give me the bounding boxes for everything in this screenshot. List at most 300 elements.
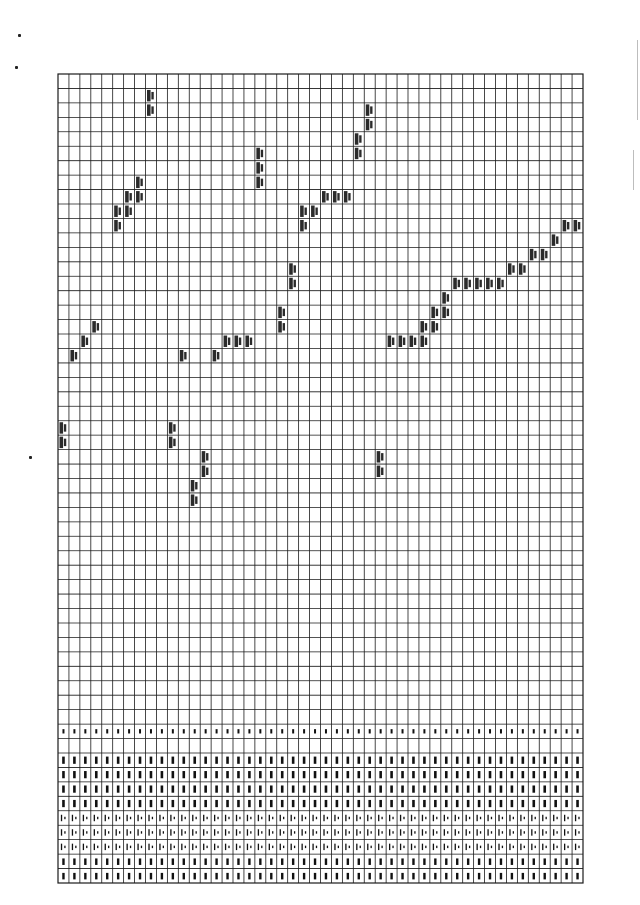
header-label-glyph (86, 831, 87, 833)
header-label-glyph (524, 846, 525, 848)
header-label-glyph (261, 846, 262, 848)
header-label-glyph (498, 815, 499, 821)
header-label-glyph (170, 815, 171, 821)
header-label-glyph (345, 815, 346, 821)
header-label-glyph (94, 829, 95, 835)
header-label-glyph (174, 846, 175, 848)
header-value-glyph (445, 729, 447, 733)
header-label-glyph (196, 846, 197, 848)
header-label-glyph (72, 829, 73, 835)
header-label-glyph (64, 817, 65, 819)
header-number-glyph (259, 800, 262, 807)
header-number-glyph (543, 785, 546, 792)
header-code-glyph (117, 873, 119, 880)
header-number-glyph (500, 785, 503, 792)
header-number-glyph (467, 757, 470, 764)
header-label-glyph (546, 831, 547, 833)
header-label-glyph (524, 817, 525, 819)
header-value-glyph (216, 729, 218, 733)
header-code-glyph (434, 873, 436, 880)
header-label-glyph (75, 817, 76, 819)
cell-mark (512, 265, 514, 272)
header-value-glyph (467, 729, 469, 733)
header-label-glyph (116, 844, 117, 850)
cell-mark (574, 220, 578, 231)
header-number-glyph (95, 771, 98, 778)
header-label-glyph (403, 817, 404, 819)
cell-mark (366, 104, 370, 115)
header-label-glyph (553, 844, 554, 850)
header-number-glyph (390, 785, 393, 792)
header-number-glyph (259, 785, 262, 792)
header-label-glyph (316, 817, 317, 819)
header-code-glyph (522, 873, 524, 880)
header-code-glyph (117, 858, 119, 865)
header-number-glyph (554, 771, 557, 778)
header-value-glyph (347, 729, 349, 733)
header-label-glyph (225, 829, 226, 835)
cell-mark (479, 280, 481, 287)
header-label-glyph (425, 846, 426, 848)
cell-mark (119, 222, 121, 229)
header-number-glyph (84, 800, 87, 807)
header-code-glyph (401, 873, 403, 880)
cell-mark (250, 338, 252, 345)
header-number-glyph (500, 800, 503, 807)
header-label-glyph (228, 831, 229, 833)
header-number-glyph (215, 771, 218, 778)
cell-mark (224, 336, 228, 347)
header-label-glyph (469, 817, 470, 819)
header-number-glyph (401, 785, 404, 792)
header-number-glyph (248, 771, 251, 778)
cell-mark (556, 236, 558, 243)
header-number-glyph (336, 800, 339, 807)
header-label-glyph (72, 844, 73, 850)
header-code-glyph (379, 873, 381, 880)
header-label-glyph (466, 844, 467, 850)
header-label-glyph (520, 829, 521, 835)
header-number-glyph (84, 785, 87, 792)
header-number-glyph (139, 757, 142, 764)
header-number-glyph (357, 800, 360, 807)
cell-mark (191, 494, 195, 505)
header-label-glyph (414, 846, 415, 848)
header-label-glyph (159, 844, 160, 850)
cell-mark (355, 148, 359, 159)
header-code-glyph (226, 858, 228, 865)
header-code-glyph (281, 858, 283, 865)
header-label-glyph (458, 817, 459, 819)
cell-mark (70, 350, 74, 361)
header-label-glyph (141, 817, 142, 819)
header-code-glyph (533, 858, 535, 865)
header-label-glyph (206, 831, 207, 833)
header-code-glyph (95, 873, 97, 880)
header-code-glyph (161, 858, 163, 865)
cell-mark (261, 164, 263, 171)
header-code-glyph (215, 858, 217, 865)
header-label-glyph (294, 831, 295, 833)
cell-mark (464, 278, 468, 289)
header-value-glyph (544, 729, 546, 733)
header-label-glyph (228, 846, 229, 848)
header-number-glyph (489, 800, 492, 807)
cell-mark (392, 338, 394, 345)
header-label-glyph (228, 817, 229, 819)
header-label-glyph (305, 817, 306, 819)
cell-mark (359, 150, 361, 157)
cell-mark (202, 466, 206, 477)
cell-mark (256, 162, 260, 173)
header-label-glyph (436, 831, 437, 833)
header-label-glyph (389, 844, 390, 850)
header-label-glyph (498, 829, 499, 835)
header-number-glyph (161, 771, 164, 778)
header-number-glyph (445, 771, 448, 778)
cell-mark (60, 437, 64, 448)
header-label-glyph (476, 829, 477, 835)
header-label-glyph (301, 844, 302, 850)
header-code-glyph (434, 858, 436, 865)
header-code-glyph (128, 858, 130, 865)
header-label-glyph (367, 829, 368, 835)
header-label-glyph (272, 831, 273, 833)
header-label-glyph (261, 817, 262, 819)
cell-mark (501, 280, 503, 287)
header-label-glyph (214, 844, 215, 850)
header-code-glyph (161, 873, 163, 880)
header-code-glyph (445, 873, 447, 880)
cell-mark (136, 177, 140, 188)
header-code-glyph (511, 858, 513, 865)
header-number-glyph (139, 771, 142, 778)
header-label-glyph (349, 846, 350, 848)
header-code-glyph (73, 873, 75, 880)
cell-mark (442, 292, 446, 303)
header-number-glyph (182, 757, 185, 764)
header-number-glyph (150, 771, 153, 778)
header-number-glyph (445, 800, 448, 807)
header-label-glyph (312, 844, 313, 850)
header-code-glyph (390, 858, 392, 865)
cell-mark (228, 338, 230, 345)
header-code-glyph (554, 873, 556, 880)
header-code-glyph (237, 858, 239, 865)
header-code-glyph (336, 873, 338, 880)
header-code-glyph (347, 858, 349, 865)
header-label-glyph (502, 817, 503, 819)
header-label-glyph (444, 815, 445, 821)
header-label-glyph (196, 817, 197, 819)
header-number-glyph (532, 800, 535, 807)
cell-mark (381, 468, 383, 475)
header-label-glyph (105, 844, 106, 850)
header-label-glyph (283, 846, 284, 848)
cell-mark (256, 177, 260, 188)
header-code-glyph (150, 873, 152, 880)
header-number-glyph (139, 800, 142, 807)
header-number-glyph (511, 785, 514, 792)
header-code-glyph (106, 873, 108, 880)
header-number-glyph (117, 800, 120, 807)
header-label-glyph (400, 829, 401, 835)
cell-mark (195, 482, 197, 489)
header-label-glyph (137, 829, 138, 835)
header-value-glyph (566, 729, 568, 733)
header-number-glyph (270, 757, 273, 764)
header-code-glyph (401, 858, 403, 865)
cell-mark (283, 323, 285, 330)
header-code-glyph (215, 873, 217, 880)
header-number-glyph (489, 785, 492, 792)
cell-mark (436, 323, 438, 330)
header-label-glyph (469, 831, 470, 833)
cell-mark (173, 424, 175, 431)
header-value-glyph (478, 729, 480, 733)
header-number-glyph (292, 771, 295, 778)
header-number-glyph (139, 785, 142, 792)
header-label-glyph (225, 815, 226, 821)
header-label-glyph (556, 831, 557, 833)
header-code-glyph (259, 873, 261, 880)
header-label-glyph (378, 844, 379, 850)
header-number-glyph (576, 785, 579, 792)
header-number-glyph (193, 771, 196, 778)
header-number-glyph (511, 771, 514, 778)
header-number-glyph (314, 785, 317, 792)
header-label-glyph (269, 844, 270, 850)
header-number-glyph (226, 757, 229, 764)
header-value-glyph (380, 729, 382, 733)
header-label-glyph (116, 829, 117, 835)
header-code-glyph (292, 858, 294, 865)
header-number-glyph (445, 785, 448, 792)
cell-mark (403, 338, 405, 345)
cell-mark (490, 280, 492, 287)
header-number-glyph (193, 757, 196, 764)
header-label-glyph (447, 846, 448, 848)
header-code-glyph (62, 873, 64, 880)
header-number-glyph (368, 771, 371, 778)
header-number-glyph (412, 771, 415, 778)
header-code-glyph (511, 873, 513, 880)
header-value-glyph (227, 729, 229, 733)
cell-mark (140, 179, 142, 186)
header-label-glyph (283, 817, 284, 819)
header-label-glyph (458, 846, 459, 848)
header-number-glyph (292, 800, 295, 807)
header-label-glyph (542, 844, 543, 850)
header-label-glyph (130, 831, 131, 833)
cell-mark (119, 208, 121, 215)
header-label-glyph (509, 844, 510, 850)
header-label-glyph (170, 829, 171, 835)
cell-mark (447, 294, 449, 301)
header-code-glyph (194, 858, 196, 865)
header-number-glyph (161, 800, 164, 807)
header-number-glyph (161, 785, 164, 792)
header-label-glyph (269, 829, 270, 835)
header-label-glyph (403, 846, 404, 848)
header-number-glyph (565, 771, 568, 778)
header-label-glyph (294, 846, 295, 848)
header-label-glyph (181, 815, 182, 821)
header-label-glyph (360, 831, 361, 833)
header-label-glyph (239, 817, 240, 819)
cell-mark (486, 278, 490, 289)
header-number-glyph (401, 757, 404, 764)
header-label-glyph (94, 815, 95, 821)
cell-mark (92, 321, 96, 332)
header-number-glyph (106, 785, 109, 792)
header-number-glyph (511, 800, 514, 807)
header-label-glyph (433, 844, 434, 850)
header-label-glyph (305, 846, 306, 848)
header-label-glyph (280, 844, 281, 850)
header-label-glyph (250, 846, 251, 848)
header-label-glyph (458, 831, 459, 833)
header-label-glyph (239, 846, 240, 848)
cell-mark (541, 249, 545, 260)
header-label-glyph (553, 829, 554, 835)
header-label-glyph (466, 815, 467, 821)
header-code-glyph (423, 873, 425, 880)
header-code-glyph (62, 858, 64, 865)
header-label-glyph (531, 844, 532, 850)
header-label-glyph (159, 815, 160, 821)
cell-mark (191, 480, 195, 491)
header-code-glyph (84, 858, 86, 865)
header-number-glyph (423, 771, 426, 778)
header-code-glyph (84, 873, 86, 880)
header-number-glyph (182, 771, 185, 778)
header-number-glyph (390, 771, 393, 778)
header-label-glyph (476, 815, 477, 821)
header-label-glyph (206, 817, 207, 819)
header-code-glyph (106, 858, 108, 865)
header-label-glyph (556, 817, 557, 819)
header-value-glyph (194, 729, 196, 733)
cell-mark (245, 336, 249, 347)
header-number-glyph (106, 800, 109, 807)
header-number-glyph (226, 771, 229, 778)
header-number-glyph (368, 757, 371, 764)
cell-mark (370, 121, 372, 128)
header-number-glyph (248, 757, 251, 764)
header-code-glyph (183, 873, 185, 880)
header-number-glyph (412, 785, 415, 792)
header-value-glyph (314, 729, 316, 733)
header-label-glyph (280, 815, 281, 821)
header-number-glyph (172, 785, 175, 792)
cell-mark (447, 309, 449, 316)
header-label-glyph (371, 846, 372, 848)
header-label-glyph (392, 846, 393, 848)
header-code-glyph (226, 873, 228, 880)
header-code-glyph (544, 858, 546, 865)
cell-mark (377, 451, 381, 462)
cell-mark (315, 208, 317, 215)
header-value-glyph (183, 729, 185, 733)
header-code-glyph (73, 858, 75, 865)
header-number-glyph (456, 757, 459, 764)
header-number-glyph (128, 800, 131, 807)
header-number-glyph (270, 785, 273, 792)
header-number-glyph (62, 771, 65, 778)
header-number-glyph (226, 785, 229, 792)
header-value-glyph (292, 729, 294, 733)
header-label-glyph (94, 844, 95, 850)
header-code-glyph (467, 858, 469, 865)
header-label-glyph (291, 829, 292, 835)
header-label-glyph (148, 829, 149, 835)
header-number-glyph (128, 785, 131, 792)
header-label-glyph (476, 844, 477, 850)
cell-mark (129, 193, 131, 200)
header-label-glyph (312, 815, 313, 821)
header-label-glyph (334, 815, 335, 821)
cell-mark (173, 439, 175, 446)
header-number-glyph (292, 757, 295, 764)
header-label-glyph (148, 815, 149, 821)
header-label-glyph (520, 844, 521, 850)
header-label-glyph (546, 817, 547, 819)
header-code-glyph (544, 873, 546, 880)
header-number-glyph (336, 785, 339, 792)
header-number-glyph (467, 800, 470, 807)
header-label-glyph (247, 829, 248, 835)
header-label-glyph (455, 844, 456, 850)
header-number-glyph (215, 757, 218, 764)
header-label-glyph (345, 844, 346, 850)
header-value-glyph (172, 729, 174, 733)
cell-mark (129, 208, 131, 215)
header-code-glyph (412, 873, 414, 880)
header-value-glyph (62, 729, 64, 733)
header-label-glyph (192, 844, 193, 850)
header-label-glyph (126, 815, 127, 821)
header-label-glyph (433, 815, 434, 821)
header-value-glyph (489, 729, 491, 733)
header-label-glyph (542, 829, 543, 835)
header-number-glyph (237, 771, 240, 778)
header-number-glyph (182, 785, 185, 792)
header-number-glyph (292, 785, 295, 792)
header-label-glyph (381, 846, 382, 848)
cell-mark (125, 191, 129, 202)
header-label-glyph (367, 844, 368, 850)
header-label-glyph (97, 831, 98, 833)
header-label-glyph (116, 815, 117, 821)
header-code-glyph (204, 858, 206, 865)
header-label-glyph (280, 829, 281, 835)
cell-mark (359, 135, 361, 142)
header-number-glyph (543, 771, 546, 778)
cell-mark (136, 191, 140, 202)
cell-mark (97, 323, 99, 330)
header-label-glyph (411, 829, 412, 835)
header-label-glyph (291, 844, 292, 850)
header-number-glyph (522, 757, 525, 764)
header-label-glyph (378, 829, 379, 835)
header-number-glyph (226, 800, 229, 807)
header-value-glyph (511, 729, 513, 733)
header-label-glyph (272, 817, 273, 819)
header-number-glyph (161, 757, 164, 764)
header-value-glyph (117, 729, 119, 733)
header-label-glyph (578, 831, 579, 833)
